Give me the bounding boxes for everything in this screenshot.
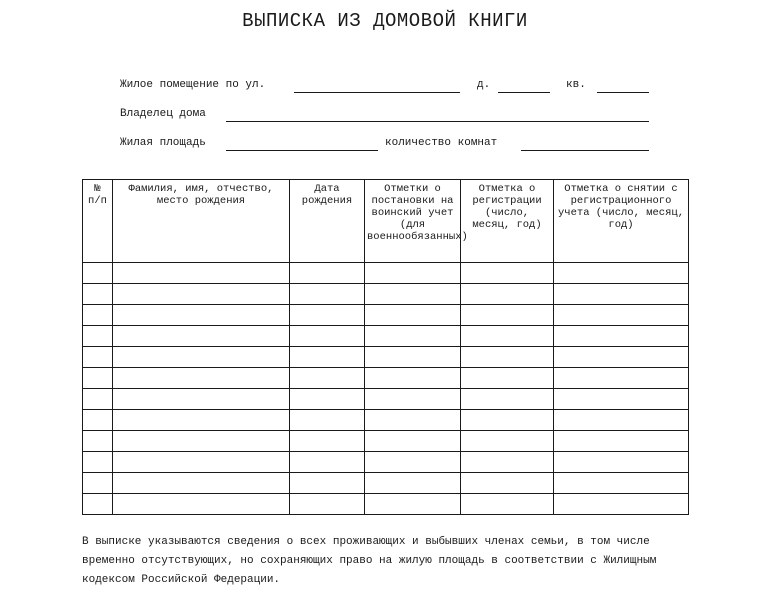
table-cell[interactable] [290, 347, 365, 368]
table-cell[interactable] [554, 326, 689, 347]
table-cell[interactable] [461, 410, 554, 431]
table-cell[interactable] [83, 263, 113, 284]
table-header-row [83, 180, 689, 263]
table-cell[interactable] [290, 263, 365, 284]
table-cell[interactable] [113, 368, 290, 389]
table-body [83, 263, 689, 515]
table-cell[interactable] [83, 389, 113, 410]
table-cell[interactable] [290, 326, 365, 347]
table-cell[interactable] [83, 473, 113, 494]
table-row [83, 305, 689, 326]
table-cell[interactable] [290, 494, 365, 515]
table-cell[interactable] [365, 284, 461, 305]
column-header-name: Фамилия, имя, отчество, место рождения [113, 180, 290, 263]
table-cell[interactable] [290, 305, 365, 326]
table-cell[interactable] [554, 410, 689, 431]
table-cell[interactable] [365, 410, 461, 431]
table-cell[interactable] [554, 263, 689, 284]
table-cell[interactable] [461, 368, 554, 389]
table-row [83, 452, 689, 473]
table-cell[interactable] [554, 452, 689, 473]
table-cell[interactable] [554, 347, 689, 368]
table-cell[interactable] [554, 473, 689, 494]
table-cell[interactable] [365, 473, 461, 494]
apartment-label: кв. [566, 79, 586, 91]
table-cell[interactable] [113, 473, 290, 494]
table-cell[interactable] [290, 368, 365, 389]
table-cell[interactable] [461, 305, 554, 326]
table-cell[interactable] [461, 389, 554, 410]
table-cell[interactable] [461, 452, 554, 473]
house-field[interactable] [498, 92, 550, 93]
table-row [83, 284, 689, 305]
table-cell[interactable] [83, 347, 113, 368]
table-cell[interactable] [83, 305, 113, 326]
table-cell[interactable] [113, 347, 290, 368]
area-field[interactable] [226, 150, 378, 151]
table-cell[interactable] [365, 368, 461, 389]
table-cell[interactable] [113, 305, 290, 326]
table-cell[interactable] [365, 326, 461, 347]
table-cell[interactable] [113, 431, 290, 452]
house-label: д. [477, 79, 491, 91]
column-header-deregistration: Отметка о снятии с регистрационного учета (число, месяц, год) [554, 180, 689, 263]
table-cell[interactable] [113, 410, 290, 431]
table-cell[interactable] [365, 347, 461, 368]
table-row [83, 410, 689, 431]
table-cell[interactable] [83, 431, 113, 452]
table-row [83, 431, 689, 452]
table-cell[interactable] [461, 431, 554, 452]
table-cell[interactable] [365, 431, 461, 452]
table-cell[interactable] [365, 494, 461, 515]
address-label: Жилое помещение по ул. [120, 79, 266, 91]
table-cell[interactable] [83, 284, 113, 305]
table-row [83, 368, 689, 389]
table-cell[interactable] [113, 452, 290, 473]
table-row [83, 389, 689, 410]
table-cell[interactable] [290, 431, 365, 452]
table-cell[interactable] [365, 452, 461, 473]
table-cell[interactable] [113, 284, 290, 305]
area-label: Жилая площадь [120, 137, 206, 149]
table-cell[interactable] [83, 368, 113, 389]
table-cell[interactable] [83, 410, 113, 431]
table-cell[interactable] [461, 326, 554, 347]
document-title: ВЫПИСКА ИЗ ДОМОВОЙ КНИГИ [242, 10, 528, 32]
table-row [83, 263, 689, 284]
table-cell[interactable] [554, 389, 689, 410]
footer-note: В выписке указываются сведения о всех проживающих и выбывших членах семьи, в том числе временно отсутствующих, но сохраняющих право на жилую площадь в соответствии с Жилищным кодексом Российской Федерации. [82, 536, 657, 586]
table-cell[interactable] [554, 431, 689, 452]
column-header-number: № п/п [83, 180, 113, 263]
rooms-label: количество комнат [385, 137, 498, 149]
rooms-field[interactable] [521, 150, 649, 151]
table-cell[interactable] [461, 284, 554, 305]
table-cell[interactable] [83, 452, 113, 473]
table-cell[interactable] [83, 326, 113, 347]
table-cell[interactable] [461, 473, 554, 494]
table-cell[interactable] [461, 263, 554, 284]
table-cell[interactable] [554, 305, 689, 326]
table-cell[interactable] [290, 410, 365, 431]
table-cell[interactable] [113, 494, 290, 515]
table-cell[interactable] [554, 368, 689, 389]
table-cell[interactable] [554, 284, 689, 305]
table-cell[interactable] [461, 494, 554, 515]
column-header-birth-date: Дата рождения [290, 180, 365, 263]
table-cell[interactable] [83, 494, 113, 515]
column-header-military: Отметки о постановки на воинский учет (для военнообязанных) [365, 180, 461, 263]
table-cell[interactable] [365, 389, 461, 410]
table-row [83, 473, 689, 494]
table-cell[interactable] [290, 389, 365, 410]
owner-label: Владелец дома [120, 108, 206, 120]
table-cell[interactable] [113, 326, 290, 347]
table-cell[interactable] [290, 473, 365, 494]
address-field[interactable] [294, 92, 460, 93]
table-row [83, 347, 689, 368]
registry-table [82, 179, 689, 515]
table-cell[interactable] [365, 305, 461, 326]
apartment-field[interactable] [597, 92, 649, 93]
table-cell[interactable] [554, 494, 689, 515]
column-header-registration: Отметка о регистрации (число, месяц, год) [461, 180, 554, 263]
table-cell[interactable] [113, 389, 290, 410]
table-cell[interactable] [365, 263, 461, 284]
table-row [83, 494, 689, 515]
table-cell[interactable] [290, 284, 365, 305]
table-row [83, 326, 689, 347]
table-cell[interactable] [461, 347, 554, 368]
table-cell[interactable] [290, 452, 365, 473]
owner-field[interactable] [226, 121, 649, 122]
table-cell[interactable] [113, 263, 290, 284]
